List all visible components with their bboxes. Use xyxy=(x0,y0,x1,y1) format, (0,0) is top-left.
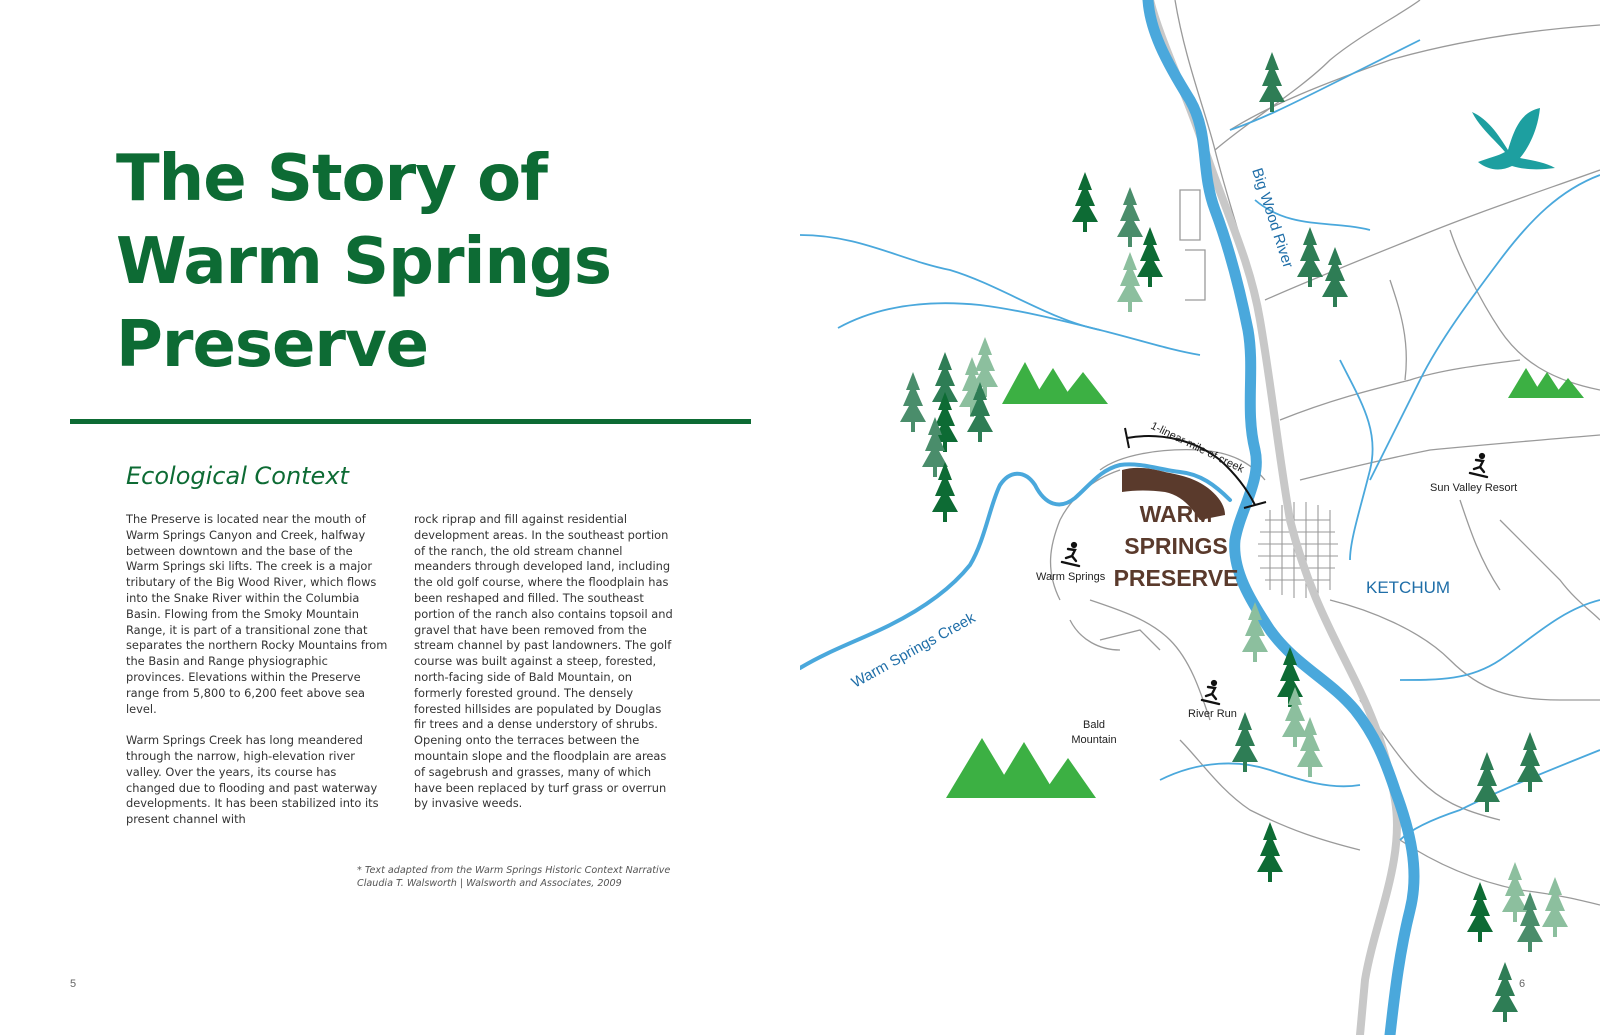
footnote xyxy=(357,864,670,890)
page-number-left: 5 xyxy=(70,978,77,990)
bald-mountain-label xyxy=(1071,719,1116,746)
body-column-2 xyxy=(414,512,676,828)
section-heading: Ecological Context xyxy=(126,462,349,490)
footnote-line: Claudia T. Walsworth | Walsworth and Associates, 2009 xyxy=(357,878,622,889)
title-line: Preserve xyxy=(116,308,429,382)
sun-valley-resort-label: Sun Valley Resort xyxy=(1430,482,1518,494)
river-run-label: River Run xyxy=(1188,708,1237,720)
preserve-label-line: SPRINGS xyxy=(1124,533,1228,559)
right-page-map xyxy=(800,0,1600,1035)
title-line: Warm Springs xyxy=(116,225,611,299)
footnote-line: * Text adapted from the Warm Springs Historic Context Narrative xyxy=(357,865,671,876)
preserve-label-line: WARM xyxy=(1139,501,1213,527)
title-divider xyxy=(70,419,751,424)
body-paragraph: The Preserve is located near the mouth of Warm Springs Canyon and Creek, halfway between downtown and the base of the Warm Springs ski lifts. The creek is a major tributary of the Big Wood River, which flows into the Snake River within the Columbia Basin. Flowing from the Smoky Mountain Range, it is part of a transitional zone that separates the northern Rocky Mountains from the Basin and Range physiographic provinces. Elevations within the Preserve range from 5,800 to 6,200 feet above sea level. xyxy=(126,512,388,716)
skier-icon xyxy=(1470,453,1487,477)
body-paragraph: Warm Springs Creek has long meandered through the narrow, high-elevation river valley. Over the years, its course has changed due to flooding and past waterway developments. It has been stabilized into its present channel with xyxy=(126,733,379,827)
bald-mountain-label-line: Bald xyxy=(1082,719,1106,731)
big-wood-river-label: Big Wood River xyxy=(1248,165,1297,271)
body-paragraph: rock riprap and fill against residential development areas. In the southeast portion of the ranch, the old stream channel meanders through developed land, including the old golf course, where the floodplain has been reshaped and filled. The southeast portion of the ranch also contains topsoil and gravel that have been removed from the stream channel by past landowners. The golf course was built against a steep, forested, north-facing side of Bald Mountain, on formerly forested ground. The densely forested hillsides are populated by Douglas fir trees and a dense understory of shrubs. Opening onto the terraces between the mountain slope and the floodplain are areas of sagebrush and grasses, many of which have been replaced by turf grass or overrun by invasive weeds. xyxy=(414,512,673,811)
creek-length-label: 1-linear mile of creek xyxy=(1148,419,1246,476)
skier-icon xyxy=(1062,542,1079,566)
body-column-1 xyxy=(126,512,388,844)
mountain-icon xyxy=(946,738,1096,798)
mountain-icon xyxy=(1002,362,1108,404)
page-number-right: 6 xyxy=(1519,978,1526,990)
warm-springs-creek-label: Warm Springs Creek xyxy=(848,609,979,692)
preserve-label-line: PRESERVE xyxy=(1113,565,1239,591)
ketchum-label: KETCHUM xyxy=(1366,578,1451,597)
title-line: The Story of xyxy=(116,142,547,216)
area-map xyxy=(800,0,1600,1035)
eagle-icon xyxy=(1472,108,1555,169)
skier-icon xyxy=(1202,680,1219,704)
page-title xyxy=(116,138,611,387)
bald-mountain-label-line: Mountain xyxy=(1071,734,1117,746)
warm-springs-label: Warm Springs xyxy=(1036,571,1106,583)
